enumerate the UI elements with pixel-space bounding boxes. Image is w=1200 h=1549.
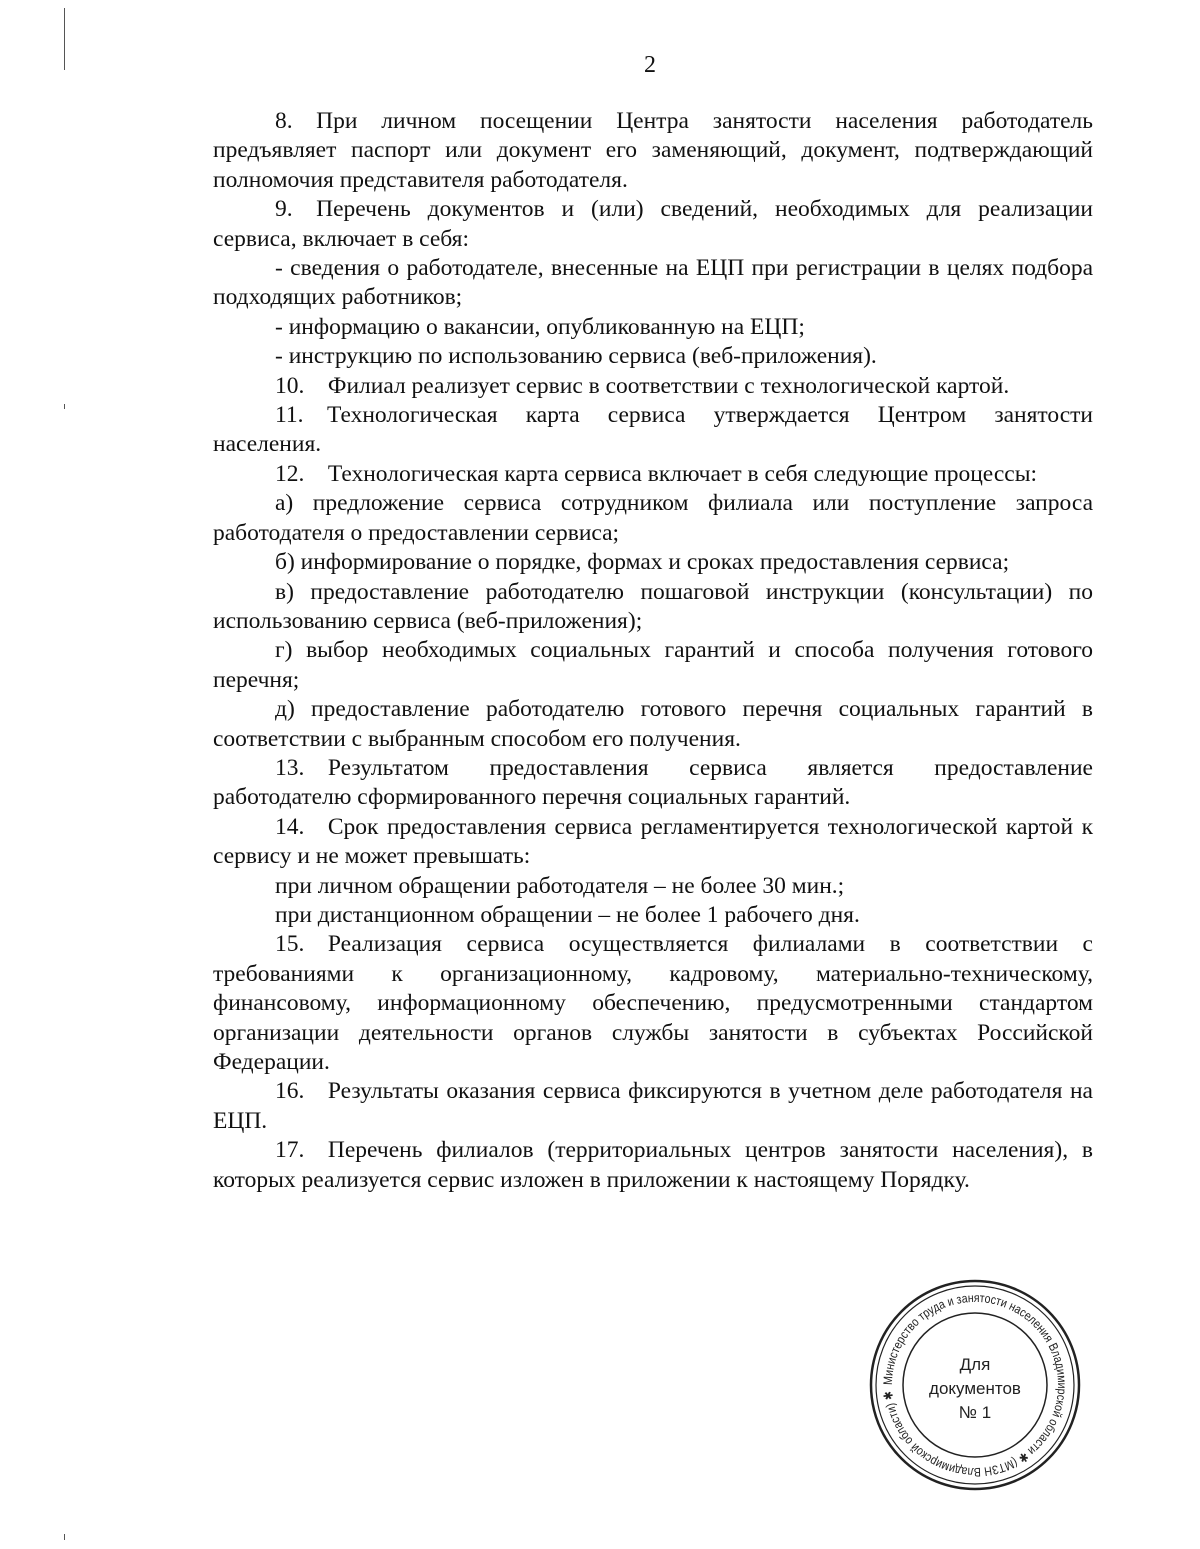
page-number: 2 <box>644 52 656 78</box>
scan-mark <box>64 404 65 409</box>
paragraph-10: 10. Филиал реализует сервис в соответствии с технологической картой. <box>275 372 1010 399</box>
list-item: - сведения о работодателе, внесенные на ЕЦП при регистрации в целях подбора подходящих работников; <box>213 255 1093 311</box>
paragraph-14: 14. Срок предоставления сервиса регламентируется технологической картой к сервису и не может превышать: <box>213 813 1093 870</box>
stamp-center-line-3: № 1 <box>958 1403 992 1422</box>
paragraph-17: 17. Перечень филиалов (территориальных центров занятости населения), в которых реализуется сервис изложен в приложении к настоящему Порядку. <box>213 1137 1093 1193</box>
list-item: при личном обращении работодателя – не более 30 мин.; <box>275 872 845 899</box>
scan-mark <box>64 1534 65 1540</box>
paragraph-8: 8. При личном посещении Центра занятости населения работодатель предъявляет паспорт или документ его заменяющий, документ, подтверждающий полномочия представителя работодателя. <box>213 108 1093 193</box>
document-body <box>213 107 1093 1195</box>
stamp-ring-text: Министерство труда и занятости населения Владимирской области ✱ (МТЗН Владимирской области) ✱ <box>880 1290 1070 1480</box>
paragraph-9: 9. Перечень документов и (или) сведений, необходимых для реализации сервиса, включает в себя: <box>213 196 1093 252</box>
official-stamp <box>868 1278 1082 1492</box>
list-item: а) предложение сервиса сотрудником филиала или поступление запроса работодателя о предоставлении сервиса; <box>213 490 1093 546</box>
list-item: - инструкцию по использованию сервиса (веб-приложения). <box>275 343 877 370</box>
stamp-center-line-2: документов <box>929 1379 1021 1398</box>
paragraph-16: 16. Результаты оказания сервиса фиксируются в учетном деле работодателя на ЕЦП. <box>213 1078 1093 1134</box>
list-item: г) выбор необходимых социальных гарантий и способа получения готового перечня; <box>213 637 1093 693</box>
stamp-center-line-1: Для <box>959 1355 991 1374</box>
paragraph-15: 15. Реализация сервиса осуществляется филиалами в соответствии с требованиями к организационному, кадровому, материально-техническому, финансовому, информационному обеспечению, предусмотренными стандартом организации деятельности органов службы занятости в субъектах Российской Федерации. <box>213 931 1093 1075</box>
list-item: в) предоставление работодателю пошаговой инструкции (консультации) по использованию сервиса (веб-приложения); <box>213 578 1093 634</box>
paragraph-11: 11. Технологическая карта сервиса утверждается Центром занятости населения. <box>213 402 1093 458</box>
list-item: б) информирование о порядке, формах и сроках предоставления сервиса; <box>275 549 1010 576</box>
list-item: при дистанционном обращении – не более 1 рабочего дня. <box>275 901 860 928</box>
scan-mark <box>64 8 65 70</box>
paragraph-12: 12. Технологическая карта сервиса включает в себя следующие процессы: <box>275 460 1038 487</box>
list-item: - информацию о вакансии, опубликованную на ЕЦП; <box>275 313 805 340</box>
list-item: д) предоставление работодателю готового перечня социальных гарантий в соответствии с выбранным способом его получения. <box>213 696 1093 752</box>
paragraph-13: 13. Результатом предоставления сервиса является предоставление работодателю сформированного перечня социальных гарантий. <box>213 754 1093 811</box>
